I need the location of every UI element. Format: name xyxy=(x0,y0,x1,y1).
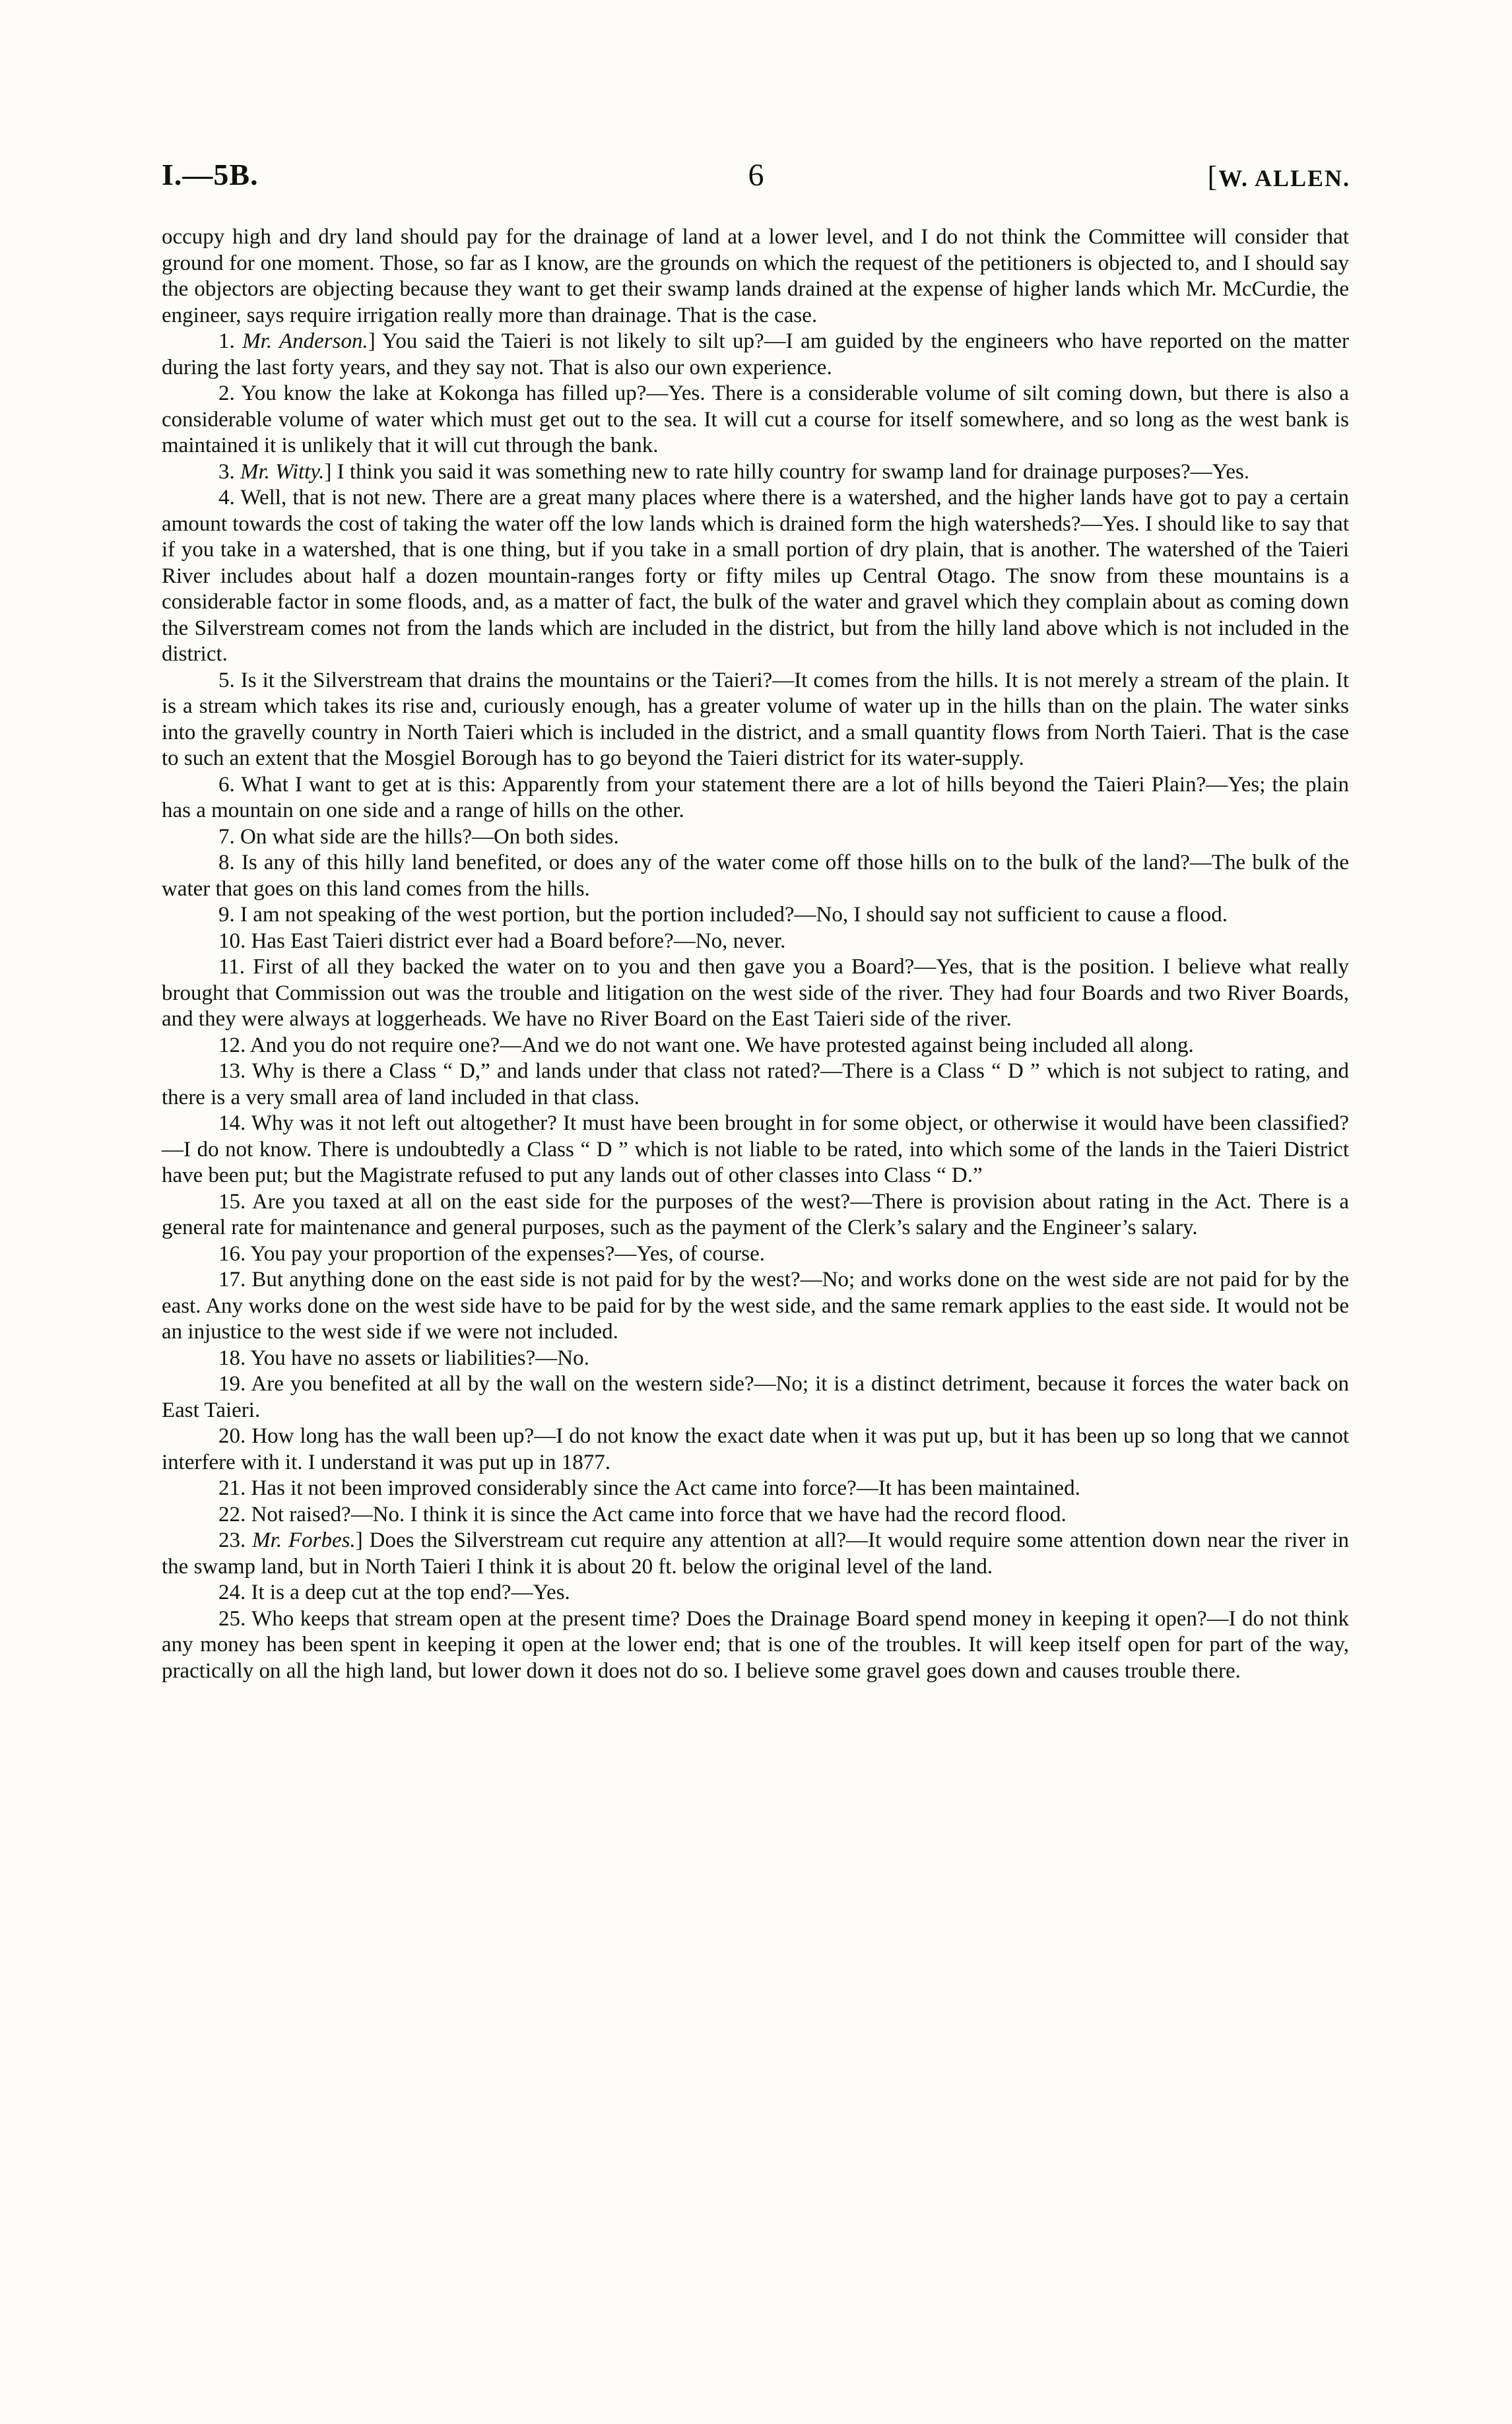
intro-paragraph: occupy high and dry land should pay for the drainage of land at a lower level, and I do not think the Committee will consider that ground for one moment. Those, so far as I know, are the grounds on which the request of the petitioners is objected to, and I should say the objectors are objecting because they want to get their swamp lands drained at the expense of higher lands which Mr. McCurdie, the engineer, says require irrigation really more than drainage. That is the case. xyxy=(162,225,1349,327)
question-number: 14. xyxy=(218,1111,246,1135)
page-number: 6 xyxy=(748,158,764,193)
qa-paragraph xyxy=(162,1241,1349,1268)
qa-text: I am not speaking of the west portion, but the portion included?—No, I should say not sufficient to cause a flood. xyxy=(240,903,1228,927)
qa-text: Is any of this hilly land benefited, or does any of the water come off those hills on to the bulk of the land?—The bulk of the water that goes on this land comes from the hills. xyxy=(162,851,1350,901)
qa-text: ] I think you said it was something new to rate hilly country for swamp land for drainage purposes?—Yes. xyxy=(324,459,1250,484)
qa-text: Well, that is not new. There are a great many places where there is a watershed, and the higher lands have got to pay a certain amount towards the cost of taking the water off the low lands which is drained form the high watersheds?—Yes. I should like to say that if you take in a watershed, that is one thing, but if you take in a small portion of dry plain, that is another. The watershed of the Taieri River includes about half a dozen mountain-ranges forty or fifty miles up Central Otago. The snow from these mountains is a considerable factor in some floods, and, as a matter of fact, the bulk of the water and gravel which they complain about as coming down the Silverstream comes not from the lands which are included in the district, but from the hilly land above which is not included in the district. xyxy=(162,486,1350,666)
qa-text: What I want to get at is this: Apparently from your statement there are a lot of hills beyond the Taieri Plain?—Yes; the plain has a mountain on one side and a range of hills on the other. xyxy=(162,772,1349,822)
question-number: 13. xyxy=(218,1059,246,1083)
qa-text: You pay your proportion of the expenses?—Yes, of course. xyxy=(250,1241,765,1266)
question-number: 2. xyxy=(218,381,235,405)
qa-paragraph xyxy=(162,954,1349,1033)
qa-text: ] Does the Silverstream cut require any attention at all?—It would require some attention down near the river in the swamp land, but in North Taieri I think it is about 20 ft. below the original level of the land. xyxy=(162,1528,1349,1579)
qa-paragraph xyxy=(162,1528,1349,1580)
report-reference: I.—5B. xyxy=(162,158,259,191)
qa-paragraph xyxy=(162,824,1349,851)
qa-list xyxy=(162,329,1349,1684)
question-number: 1. xyxy=(218,329,235,353)
question-number: 3. xyxy=(218,459,235,484)
qa-text: Has it not been improved considerably since the Act came into force?—It has been maintained. xyxy=(251,1476,1080,1500)
speaker-name: Mr. Witty. xyxy=(240,459,325,484)
question-number: 8. xyxy=(218,851,235,874)
qa-text: Who keeps that stream open at the present time? Does the Drainage Board spend money in keeping it open?—I do not think any money has been spent in keeping it open at the lower end; that is one of the troubles. It will keep itself open for part of the way, practically on all the high land, but lower down it does not do so. I believe some gravel goes down and causes trouble there. xyxy=(162,1606,1349,1683)
qa-text: But anything done on the east side is not paid for by the west?—No; and works done on the west side are not paid for by the east. Any works done on the west side have to be paid for by the west side, and the same remark applies to the east side. It would not be an injustice to the west side if we were not included. xyxy=(162,1268,1350,1344)
qa-paragraph xyxy=(162,1189,1349,1241)
qa-paragraph xyxy=(162,1111,1349,1189)
qa-paragraph xyxy=(162,1502,1349,1528)
witness-name: [W. ALLEN. xyxy=(1207,160,1350,193)
qa-paragraph xyxy=(162,668,1349,772)
testimony-body xyxy=(162,224,1349,1684)
qa-paragraph xyxy=(162,1346,1349,1372)
question-number: 24. xyxy=(218,1581,246,1604)
qa-text: ] You said the Taieri is not likely to silt up?—I am guided by the engineers who have reported on the matter during the last forty years, and they say not. That is also our own experience. xyxy=(162,329,1350,379)
question-number: 23. xyxy=(218,1528,246,1552)
qa-text: Has East Taieri district ever had a Board before?—No, never. xyxy=(251,929,786,953)
qa-paragraph xyxy=(162,1371,1349,1424)
qa-paragraph xyxy=(162,1476,1349,1502)
question-number: 17. xyxy=(218,1268,246,1292)
question-number: 19. xyxy=(218,1372,246,1396)
qa-paragraph xyxy=(162,485,1349,668)
qa-text: First of all they backed the water on to you and then gave you a Board?—Yes, that is the position. I believe what really brought that Commission out was the trouble and litigation on the west side of the river. They had four Boards and two River Boards, and they were always at loggerheads. We have no River Board on the East Taieri side of the river. xyxy=(162,955,1350,1031)
qa-paragraph xyxy=(162,929,1349,955)
qa-text: Why is there a Class “ D,” and lands under that class not rated?—There is a Class “ D ” which is not subject to rating, and there is a very small area of land included in that class. xyxy=(162,1059,1349,1109)
speaker-name: Mr. Anderson. xyxy=(242,329,368,353)
qa-text: And you do not require one?—And we do not want one. We have protested against being included all along. xyxy=(249,1033,1194,1057)
question-number: 7. xyxy=(218,824,235,849)
question-number: 20. xyxy=(218,1424,246,1448)
qa-text: You have no assets or liabilities?—No. xyxy=(250,1346,589,1370)
qa-text: Are you benefited at all by the wall on the western side?—No; it is a distinct detriment, because it forces the water back on East Taieri. xyxy=(162,1372,1349,1422)
qa-paragraph xyxy=(162,459,1349,486)
qa-text: How long has the wall been up?—I do not know the exact date when it was put up, but it has been up so long that we cannot interfere with it. I understand it was put up in 1877. xyxy=(162,1424,1349,1474)
qa-text: Why was it not left out altogether? It must have been brought in for some object, or otherwise it would have been classified?—I do not know. There is undoubtedly a Class “ D ” which is not liable to be rated, into which some of the lands in the Taieri District have been put; but the Magistrate refused to put any lands out of other classes into Class “ D.” xyxy=(162,1111,1349,1187)
qa-paragraph xyxy=(162,902,1349,929)
question-number: 15. xyxy=(218,1189,246,1214)
qa-paragraph xyxy=(162,381,1349,459)
qa-text: You know the lake at Kokonga has filled up?—Yes. There is a considerable volume of silt coming down, but there is also a considerable volume of water which must get out to the sea. It will cut a course for itself somewhere, and so long as the west bank is maintained it is unlikely that it will cut through the bank. xyxy=(162,381,1349,457)
qa-paragraph xyxy=(162,1424,1349,1476)
qa-paragraph xyxy=(162,329,1349,381)
qa-text: Are you taxed at all on the east side for the purposes of the west?—There is provision about rating in the Act. There is a general rate for maintenance and general purposes, such as the payment of the Clerk’s salary and the Engineer’s salary. xyxy=(162,1189,1349,1239)
qa-text: It is a deep cut at the top end?—Yes. xyxy=(251,1581,570,1604)
question-number: 11. xyxy=(218,955,246,979)
question-number: 22. xyxy=(218,1502,246,1526)
qa-text: On what side are the hills?—On both sides. xyxy=(240,824,619,849)
question-number: 12. xyxy=(218,1033,246,1057)
question-number: 16. xyxy=(218,1241,246,1266)
qa-paragraph xyxy=(162,1267,1349,1346)
qa-paragraph xyxy=(162,850,1349,902)
page-header xyxy=(162,157,1350,197)
qa-text: Is it the Silverstream that drains the mountains or the Taieri?—It comes from the hills. It is not merely a stream of the plain. It is a stream which takes its rise and, curiously enough, has a greater volume of water up in the hills than on the plain. The water sinks into the gravelly country in North Taieri which is included in the district, and a small quantity flows from North Taieri. That is the case to such an extent that the Mosgiel Borough has to go beyond the Taieri district for its water-supply. xyxy=(162,668,1350,770)
qa-paragraph xyxy=(162,772,1349,824)
qa-paragraph xyxy=(162,1580,1349,1606)
question-number: 4. xyxy=(218,486,235,509)
question-number: 25. xyxy=(218,1606,246,1631)
question-number: 21. xyxy=(218,1476,246,1500)
question-number: 5. xyxy=(218,668,235,692)
speaker-name: Mr. Forbes. xyxy=(252,1528,356,1552)
question-number: 18. xyxy=(218,1346,246,1370)
question-number: 9. xyxy=(218,903,235,927)
question-number: 10. xyxy=(218,929,246,953)
qa-paragraph xyxy=(162,1059,1349,1111)
question-number: 6. xyxy=(218,772,235,797)
qa-paragraph xyxy=(162,1033,1349,1059)
witness-name-text: W. ALLEN. xyxy=(1218,165,1350,191)
qa-paragraph xyxy=(162,1606,1349,1685)
qa-text: Not raised?—No. I think it is since the Act came into force that we have had the record flood. xyxy=(251,1502,1067,1526)
